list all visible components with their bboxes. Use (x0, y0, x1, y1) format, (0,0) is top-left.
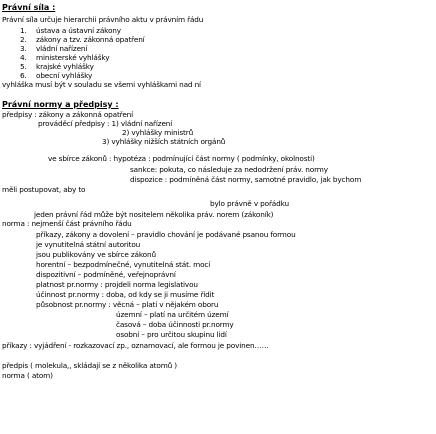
list-item-number: 1. (20, 26, 27, 35)
text-line: horentní – bezpodmínečné, vynutitelná stát. mocí (36, 260, 211, 269)
text-line: 2) vyhlášky ministrů (122, 128, 194, 137)
list-item-number: 2. (20, 35, 27, 44)
list-item-number: 3. (20, 44, 27, 53)
text-line: měli postupovat, aby to (2, 185, 86, 194)
text-line: jeden právní řád může být nositelem několika práv. norem (zákoník) (34, 210, 274, 219)
text-line: sankce: pokuta, co následuje za nedodržení práv. normy (130, 165, 328, 174)
text-line: územní – platí na určitém území (116, 310, 229, 319)
list-item (20, 36, 145, 43)
list-item (20, 45, 87, 52)
text-line: působnost pr.normy : věcná – platí v nějakém oboru (36, 300, 219, 309)
text-line: dispozice : podmíněná část normy, samotné pravidlo, jak bychom (130, 175, 362, 184)
list-item (20, 27, 121, 34)
list-item-text: zákony a tzv. zákonná opatření (36, 35, 145, 44)
text-line: prováděcí předpisy : 1) vládní nařízení (38, 119, 173, 128)
list-item-text: ústava a ústavní zákony (36, 26, 121, 35)
list-item (20, 63, 94, 70)
text-line: časová – doba účinnosti pr.normy (116, 320, 234, 329)
section2-title: Právní normy a předpisy : (2, 100, 119, 109)
text-line: bylo právně v pořádku (210, 199, 289, 208)
list-item-text: obecní vyhlášky (36, 71, 93, 80)
text-line: osobní – pro určitou skupinu lidí (116, 330, 227, 339)
text-line: jsou publikovány ve sbírce zákonů (36, 250, 156, 259)
text-line: předpisy : zákony a zákonná opatření (2, 110, 134, 119)
text-line: norma : nejmenší část právního řádu (2, 219, 132, 228)
list-item-number: 5. (20, 62, 27, 71)
text-line: dispozitivní – podmíněné, veřejnoprávní (36, 270, 176, 279)
text-line: platnost pr.normy : projdeli norma legislativou (36, 280, 198, 289)
list-item-text: krajské vyhlášky (36, 62, 94, 71)
text-line: účinnost pr.normy : doba, od kdy se ji musíme řídit (36, 290, 215, 299)
text-line: je vynutitelná státní autoritou (36, 240, 141, 249)
section1-note: vyhláška musí být v souladu se všemi vyhláškami nad ní (2, 80, 201, 89)
list-item-number: 4. (20, 53, 27, 62)
text-line: příkazy, zákony a dovolení – pravidlo chování je podávané psanou formou (36, 230, 296, 239)
text-line: příkazy : vyjádření - rozkazovací zp., oznamovací, ale formou je povinen…… (2, 341, 269, 350)
section1-intro: Právní síla určuje hierarchii právního aktu v právním řádu (2, 15, 204, 24)
section1-title: Právní síla : (2, 3, 56, 12)
list-item-text: vládní nařízení (36, 44, 88, 53)
text-line: norma ( atom) (2, 371, 53, 380)
text-line: předpis ( molekula,, skládají se z několika atomů ) (2, 361, 178, 370)
text-line: ve sbírce zákonů : hypotéza : podmínující část normy ( podmínky, okolnosti) (48, 154, 315, 163)
text-line: 3) vyhlášky nižších státních orgánů (102, 137, 226, 146)
list-item (20, 72, 92, 79)
list-item-number: 6. (20, 71, 27, 80)
list-item (20, 54, 109, 61)
list-item-text: ministerské vyhlášky (36, 53, 110, 62)
